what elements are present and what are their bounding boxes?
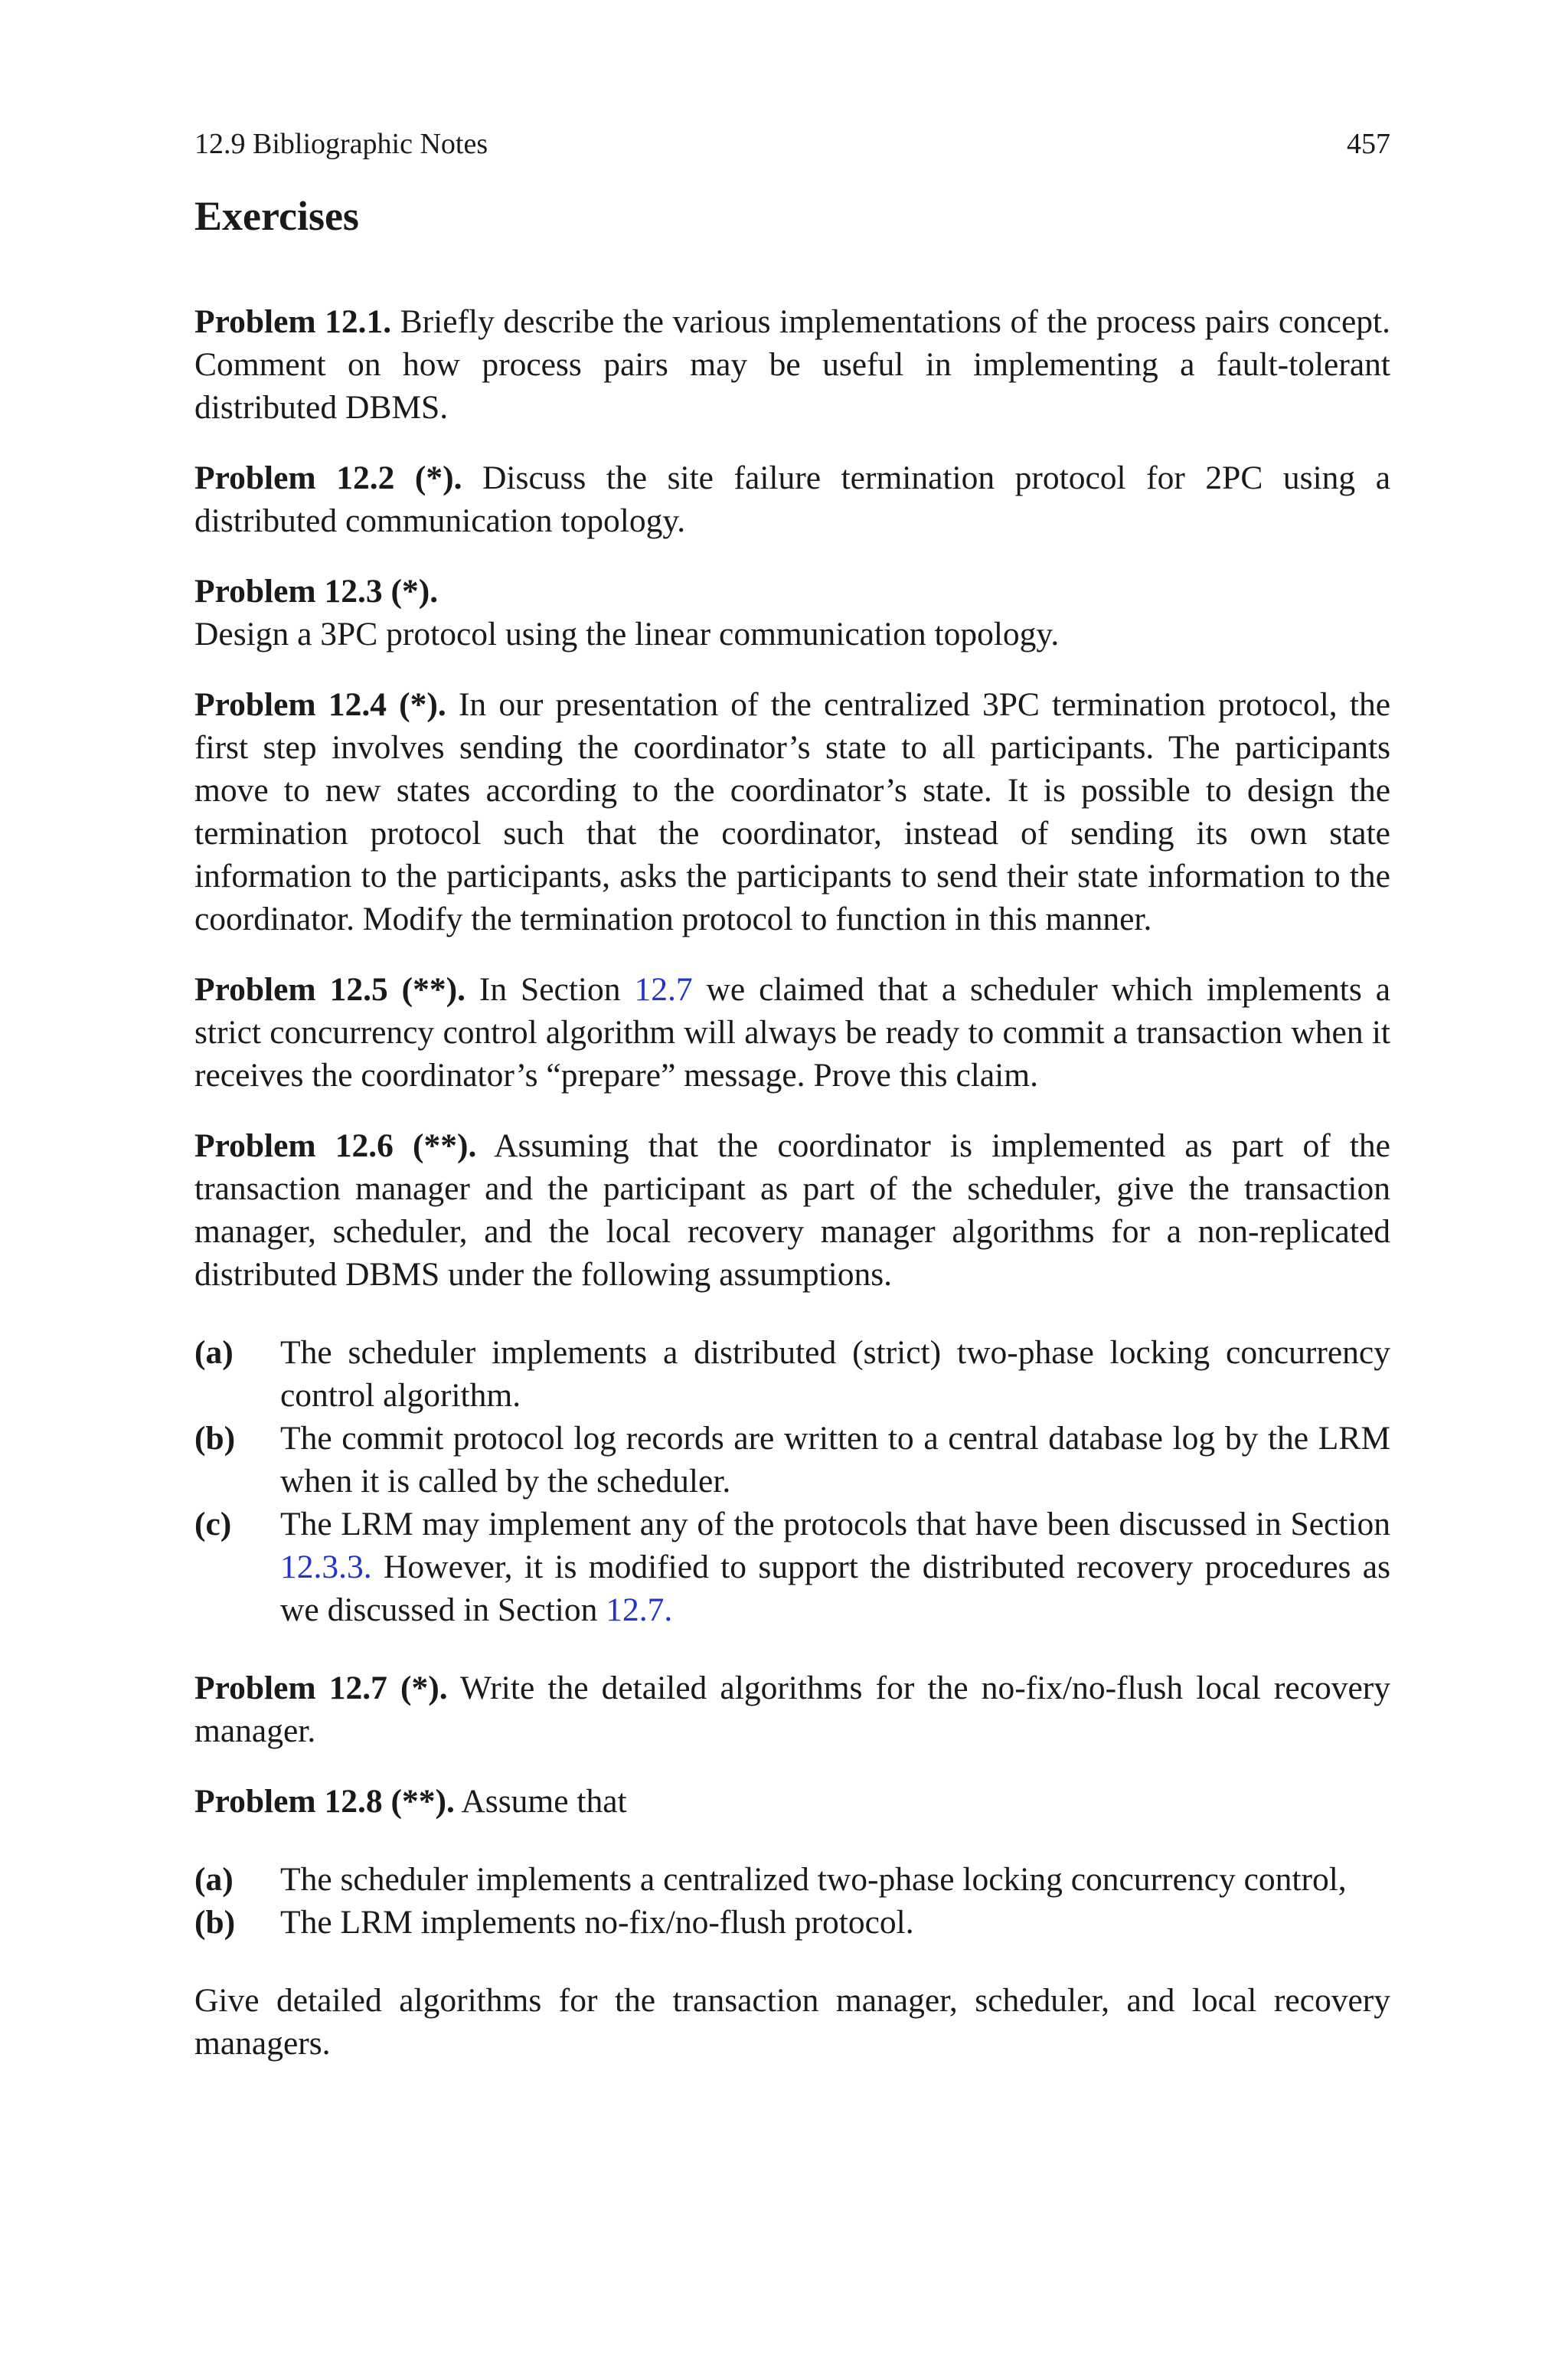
problem-label: Problem 12.7 (*). (194, 1670, 448, 1706)
problem-12-5 (194, 968, 1390, 1097)
item-text: The LRM may implement any of the protocols that have been discussed in Section (280, 1506, 1390, 1542)
list-item (194, 1331, 1390, 1417)
item-text: The scheduler implements a distributed (strict) two-phase locking concurrency control algorithm. (280, 1334, 1390, 1414)
item-label: (a) (194, 1334, 234, 1371)
problem-label: Problem 12.3 (*). (194, 573, 439, 610)
section-link[interactable]: 12.3.3. (280, 1549, 372, 1585)
item-label: (b) (194, 1420, 236, 1457)
problem-12-2 (194, 456, 1390, 542)
problem-12-4 (194, 683, 1390, 940)
problem-label: Problem 12.5 (**). (194, 971, 466, 1008)
problem-12-7 (194, 1667, 1390, 1752)
problem-text: In Section (479, 971, 621, 1008)
item-label: (b) (194, 1904, 236, 1941)
assumption-list (194, 1331, 1390, 1631)
exercises-content (194, 300, 1390, 2065)
closing-paragraph: Give detailed algorithms for the transaction manager, scheduler, and local recovery managers. (194, 1982, 1390, 2062)
item-label: (c) (194, 1506, 232, 1542)
problem-text: we claimed that a scheduler which implements a strict concurrency control algorithm will always be ready to commit a transaction when it receives the coordinator’s “prepare” message. Prove this claim. (194, 971, 1391, 1094)
problem-12-8 (194, 1780, 1390, 1823)
problem-label: Problem 12.1. (194, 303, 392, 340)
list-item (194, 1901, 1390, 1944)
section-title: 12.9 Bibliographic Notes (194, 128, 488, 160)
problem-label: Problem 12.6 (**). (194, 1127, 477, 1164)
section-link[interactable]: 12.7. (606, 1591, 673, 1628)
problem-text: Write the detailed algorithms for the no-fix/no-flush local recovery manager. (194, 1670, 1391, 1749)
problem-label: Problem 12.4 (*). (194, 686, 446, 723)
problem-12-6 (194, 1124, 1390, 1296)
list-item (194, 1503, 1390, 1631)
item-text: However, it is modified to support the distributed recovery procedures as we discussed in Section (280, 1549, 1391, 1628)
exercises-heading: Exercises (194, 193, 359, 239)
item-label: (a) (194, 1861, 234, 1898)
page-number: 457 (1347, 128, 1390, 160)
problem-label: Problem 12.2 (*). (194, 460, 462, 496)
running-head (194, 127, 1390, 161)
problem-12-3 (194, 570, 1390, 656)
problem-text: Assuming that the coordinator is implemented as part of the transaction manager and the participant as part of the scheduler, give the transaction manager, scheduler, and the local recovery manager algorithms for a non-replicated distributed DBMS under the following assumptions. (194, 1127, 1390, 1293)
assumption-list (194, 1858, 1390, 1944)
problem-text: Design a 3PC protocol using the linear communication topology. (194, 616, 1060, 653)
list-item (194, 1417, 1390, 1503)
problem-text: Discuss the site failure termination protocol for 2PC using a distributed communication topology. (194, 460, 1390, 539)
section-link[interactable]: 12.7 (634, 971, 693, 1008)
item-text: The commit protocol log records are written to a central database log by the LRM when it is called by the scheduler. (280, 1420, 1390, 1500)
problem-text: In our presentation of the centralized 3PC termination protocol, the first step involves sending the coordinator’s state to all participants. The participants move to new states according to the coordinator’s state. It is possible to design the termination protocol such that the coordinator, instead of sending its own state information to the participants, asks the participants to send their state information to the coordinator. Modify the termination protocol to function in this manner. (194, 686, 1390, 937)
problem-12-1 (194, 300, 1390, 429)
item-text: The scheduler implements a centralized two-phase locking concurrency control, (280, 1861, 1347, 1898)
list-item (194, 1858, 1390, 1901)
problem-text: Briefly describe the various implementations of the process pairs concept. Comment on how process pairs may be useful in implementing a fault-tolerant distributed DBMS. (194, 303, 1390, 426)
problem-text: Assume that (461, 1783, 627, 1820)
item-text: The LRM implements no-fix/no-flush protocol. (280, 1904, 914, 1941)
problem-label: Problem 12.8 (**). (194, 1783, 455, 1820)
